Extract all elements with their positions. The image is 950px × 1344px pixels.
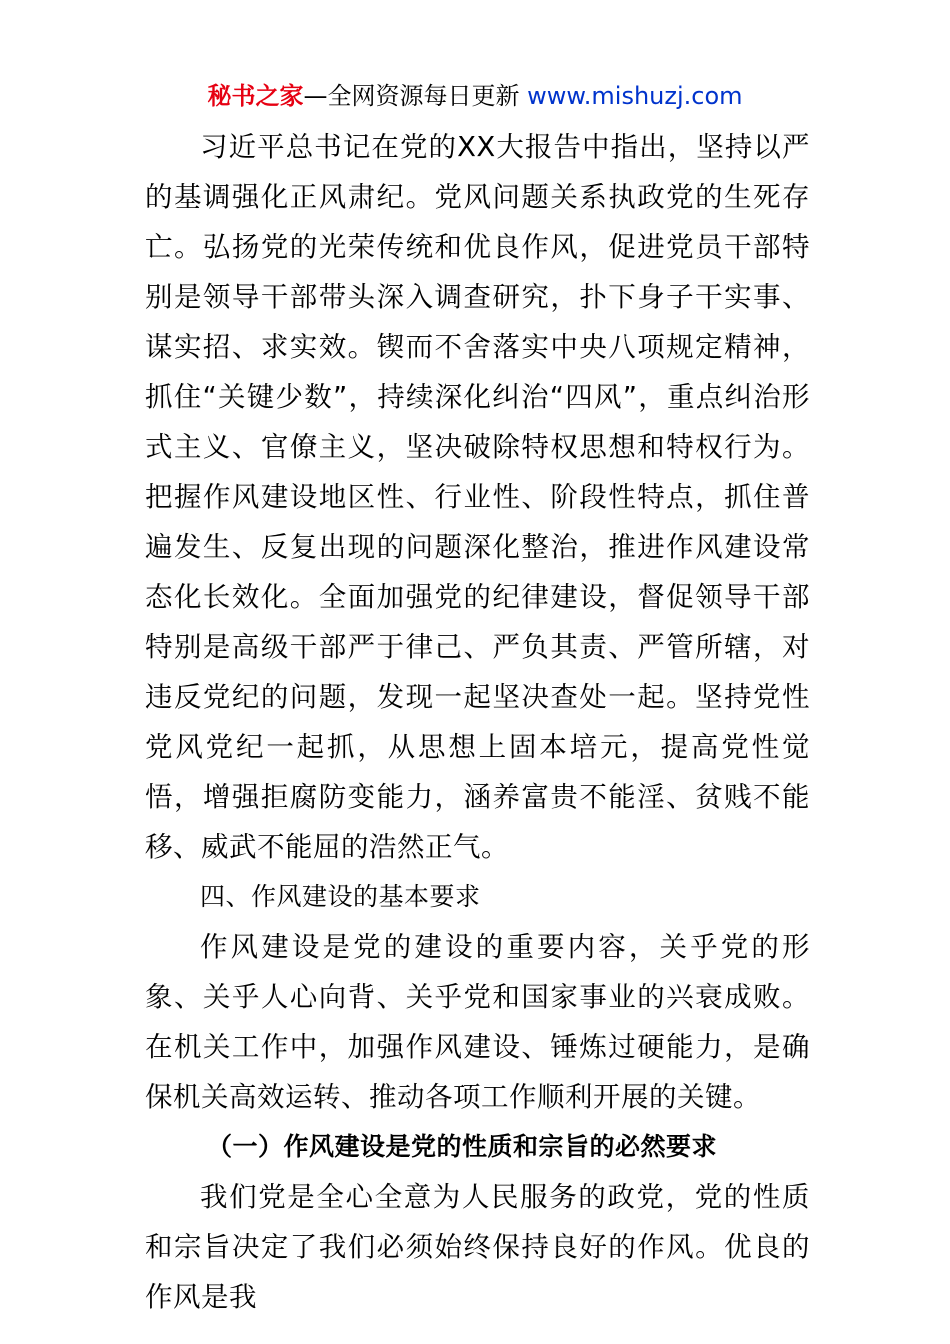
document-body — [145, 122, 810, 1322]
header-tagline: —全网资源每日更新 — [303, 82, 528, 110]
brand-name: 秘书之家 — [207, 82, 304, 110]
paragraph-1: 习近平总书记在党的XX大报告中指出，坚持以严的基调强化正风肃纪。党风问题关系执政党的生死存亡。弘扬党的光荣传统和优良作风，促进党员干部特别是领导干部带头深入调查研究，扑下身子干实事、谋实招、求实效。锲而不舍落实中央八项规定精神，抓住“关键少数”，持续深化纠治“四风”，重点纠治形式主义、官僚主义，坚决破除特权思想和特权行为。把握作风建设地区性、行业性、阶段性特点，抓住普遍发生、反复出现的问题深化整治，推进作风建设常态化长效化。全面加强党的纪律建设，督促领导干部特别是高级干部严于律己、严负其责、严管所辖，对违反党纪的问题，发现一起坚决查处一起。坚持党性党风党纪一起抓，从思想上固本培元，提高党性觉悟，增强拒腐防变能力，涵养富贵不能淫、贫贱不能移、威武不能屈的浩然正气。 — [145, 131, 810, 863]
subsection-heading-1: （一）作风建设是党的性质和宗旨的必然要求 — [207, 1132, 718, 1161]
paragraph-3: 我们党是全心全意为人民服务的政党，党的性质和宗旨决定了我们必须始终保持良好的作风。优良的作风是我 — [145, 1181, 810, 1313]
site-url-link[interactable]: www.mishuzj.com — [527, 82, 743, 110]
site-header — [0, 80, 950, 112]
section-heading-4: 四、作风建设的基本要求 — [200, 882, 481, 911]
paragraph-2: 作风建设是党的建设的重要内容，关乎党的形象、关乎人心向背、关乎党和国家事业的兴衰成败。在机关工作中，加强作风建设、锤炼过硬能力，是确保机关高效运转、推动各项工作顺利开展的关键。 — [145, 931, 810, 1113]
